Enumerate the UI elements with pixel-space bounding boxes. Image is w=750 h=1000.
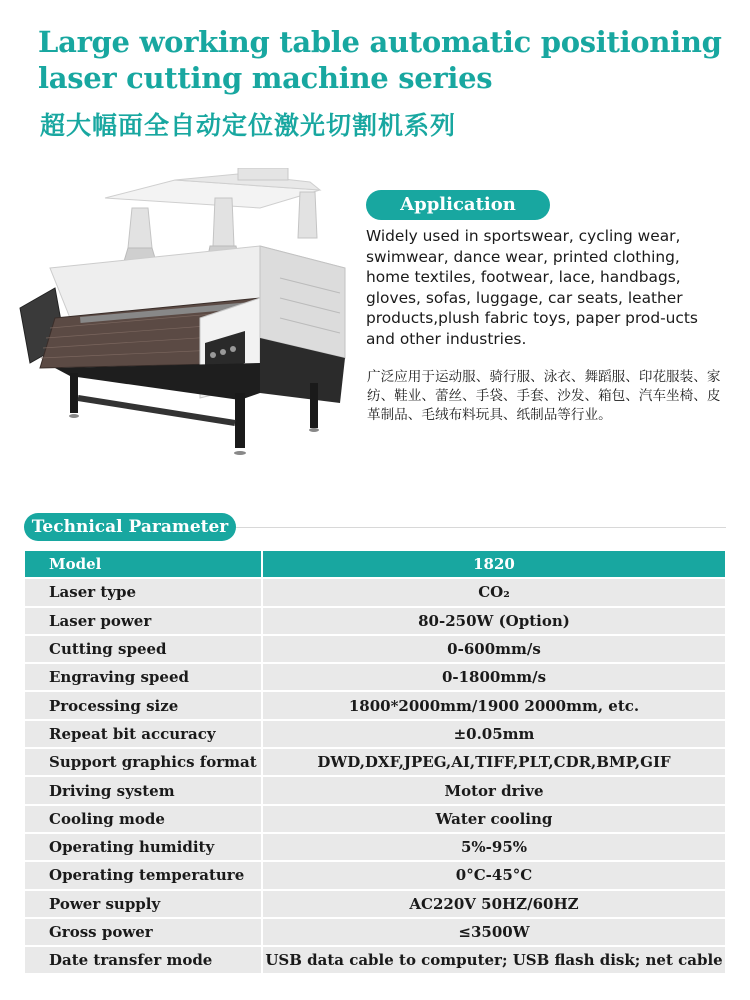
parameter-name: Date transfer mode <box>25 947 261 973</box>
header-key: Model <box>25 551 261 577</box>
technical-parameter-label: Technical Parameter <box>24 513 236 541</box>
parameter-value: AC220V 50HZ/60HZ <box>261 891 725 917</box>
title-english: Large working table automatic positioning laser cutting machine series <box>38 25 722 95</box>
parameter-value: 0-1800mm/s <box>261 664 725 690</box>
parameter-name: Operating temperature <box>25 862 261 888</box>
table-row <box>25 692 725 718</box>
header-value: 1820 <box>261 551 725 577</box>
table-row <box>25 919 725 945</box>
table-row <box>25 749 725 775</box>
table-row <box>25 608 725 634</box>
table-row <box>25 947 725 973</box>
parameter-name: Cutting speed <box>25 636 261 662</box>
parameter-name: Processing size <box>25 692 261 718</box>
laser-cutting-machine-image <box>10 168 355 468</box>
parameter-name: Repeat bit accuracy <box>25 721 261 747</box>
table-row <box>25 862 725 888</box>
technical-parameter-table <box>25 549 725 975</box>
table-row <box>25 777 725 803</box>
parameter-name: Driving system <box>25 777 261 803</box>
parameter-value: ±0.05mm <box>261 721 725 747</box>
parameter-value: 80-250W (Option) <box>261 608 725 634</box>
parameter-name: Support graphics format <box>25 749 261 775</box>
parameter-name: Engraving speed <box>25 664 261 690</box>
parameter-value: 1800*2000mm/1900 2000mm, etc. <box>261 692 725 718</box>
table-row <box>25 636 725 662</box>
application-label: Application <box>366 190 550 220</box>
parameter-name: Power supply <box>25 891 261 917</box>
table-header-row <box>25 551 725 577</box>
parameter-value: Water cooling <box>261 806 725 832</box>
parameter-value: Motor drive <box>261 777 725 803</box>
parameter-name: Laser type <box>25 579 261 605</box>
parameter-name: Gross power <box>25 919 261 945</box>
table-row <box>25 664 725 690</box>
table-row <box>25 579 725 605</box>
parameter-value: USB data cable to computer; USB flash disk; net cable <box>261 947 725 973</box>
parameter-value: CO₂ <box>261 579 725 605</box>
parameter-value: 0°C-45°C <box>261 862 725 888</box>
table-row <box>25 806 725 832</box>
table-row <box>25 721 725 747</box>
parameter-value: ≤3500W <box>261 919 725 945</box>
parameter-name: Cooling mode <box>25 806 261 832</box>
table-row <box>25 834 725 860</box>
application-text-english: Widely used in sportswear, cycling wear, swimwear, dance wear, printed clothing, home textiles, footwear, lace, handbags, gloves, sofas, luggage, car seats, leather products,plush fabric toys, paper prod-ucts and other industries. <box>366 227 698 348</box>
parameter-name: Laser power <box>25 608 261 634</box>
title-chinese: 超大幅面全自动定位激光切割机系列 <box>40 111 457 140</box>
parameter-value: 0-600mm/s <box>261 636 725 662</box>
parameter-value: DWD,DXF,JPEG,AI,TIFF,PLT,CDR,BMP,GIF <box>261 749 725 775</box>
parameter-value: 5%-95% <box>261 834 725 860</box>
table-row <box>25 891 725 917</box>
parameter-name: Operating humidity <box>25 834 261 860</box>
application-text-chinese: 广泛应用于运动服、骑行服、泳衣、舞蹈服、印花服装、家纺、鞋业、蕾丝、手袋、手套、沙发、箱包、汽车坐椅、皮革制品、毛绒布料玩具、纸制品等行业。 <box>367 369 721 423</box>
